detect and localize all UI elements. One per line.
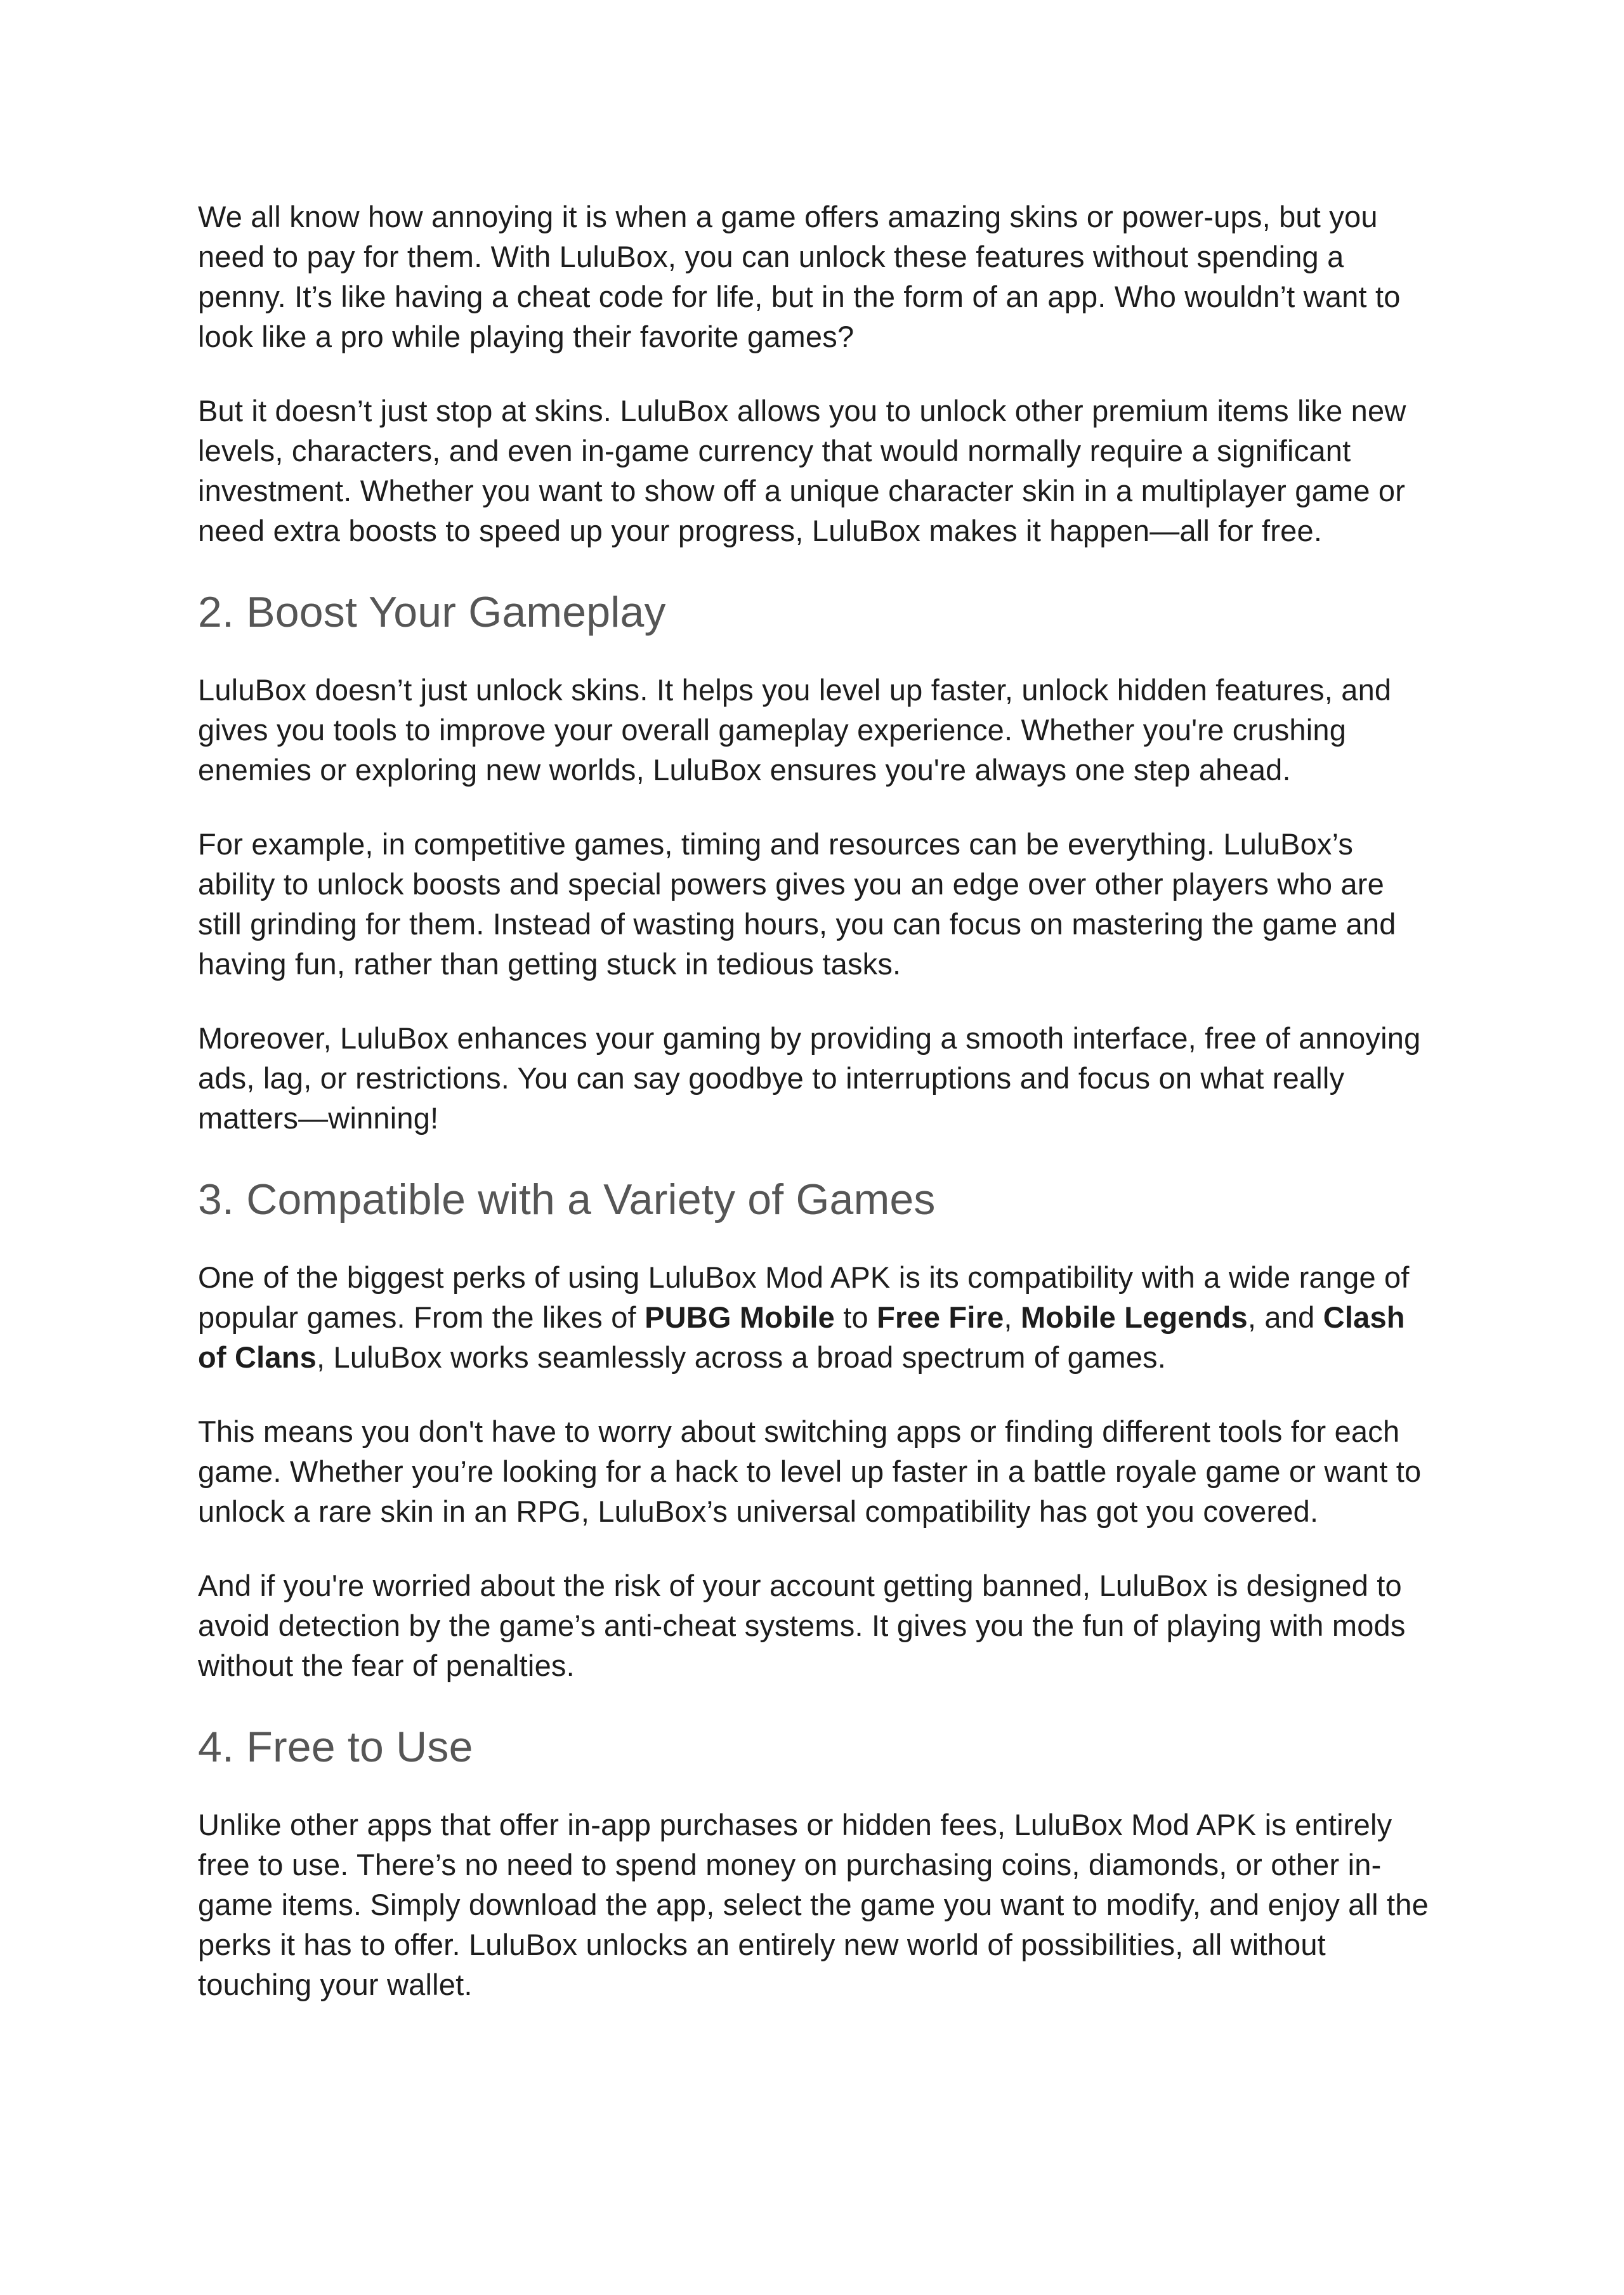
paragraph [198,1018,1429,1138]
paragraph [198,670,1429,790]
bold-text: Free Fire [877,1300,1004,1334]
text-run: We all know how annoying it is when a game offers amazing skins or power-ups, but you need to pay for them. With LuluBox, you can unlock these features without spending a penny. It’s like having a cheat code for life, but in the form of an app. Who wouldn’t want to look like a pro while playing their favorite games? [198,200,1401,353]
paragraph [198,1805,1429,2004]
section-heading: 2. Boost Your Gameplay [198,588,666,636]
paragraph [198,1411,1429,1531]
text-run: LuluBox doesn’t just unlock skins. It helps you level up faster, unlock hidden features, and gives you tools to improve your overall gameplay experience. Whether you're crushing enemies or exploring new worlds, LuluBox ensures you're always one step ahead. [198,673,1392,787]
paragraph [198,1257,1429,1377]
text-run: But it doesn’t just stop at skins. LuluBox allows you to unlock other premium items like new levels, characters, and even in-game currency that would normally require a significant investment. Whether you want to show off a unique character skin in a multiplayer game or need extra boosts to speed up your progress, LuluBox makes it happen—all for free. [198,394,1406,547]
text-run: to [834,1300,877,1334]
text-run: For example, in competitive games, timing and resources can be everything. LuluBox’s ability to unlock boosts and special powers gives you an edge over other players who are still grinding for them. Instead of wasting hours, you can focus on mastering the game and having fun, rather than getting stuck in tedious tasks. [198,827,1396,981]
bold-text: Clash of Clans [198,1300,1405,1374]
paragraph [198,197,1429,356]
paragraph [198,824,1429,984]
text-run: , LuluBox works seamlessly across a broad spectrum of games. [317,1340,1167,1374]
text-run: Moreover, LuluBox enhances your gaming by providing a smooth interface, free of annoying ads, lag, or restrictions. You can say goodbye to interruptions and focus on what really matters—winning! [198,1021,1421,1135]
text-run: , [1004,1300,1021,1334]
bold-text: Mobile Legends [1020,1300,1248,1334]
text-run: One of the biggest perks of using LuluBox Mod APK is its compatibility with a wide range of popular games. From the likes of [198,1260,1410,1334]
text-run: This means you don't have to worry about switching apps or finding different tools for each game. Whether you’re looking for a hack to level up faster in a battle royale game or want to unlock a rare skin in an RPG, LuluBox’s universal compatibility has got you covered. [198,1415,1422,1528]
section-heading: 4. Free to Use [198,1723,473,1771]
text-run: , and [1247,1300,1323,1334]
document-body [198,197,1429,2004]
section-heading: 3. Compatible with a Variety of Games [198,1175,936,1224]
text-run: And if you're worried about the risk of your account getting banned, LuluBox is designed to avoid detection by the game’s anti-cheat systems. It gives you the fun of playing with mods without the fear of penalties. [198,1569,1406,1682]
text-run: Unlike other apps that offer in-app purchases or hidden fees, LuluBox Mod APK is entirely free to use. There’s no need to spend money on purchasing coins, diamonds, or other in-game items. Simply download the app, select the game you want to modify, and enjoy all the perks it has to offer. LuluBox unlocks an entirely new world of possibilities, all without touching your wallet. [198,1808,1429,2001]
paragraph [198,1566,1429,1685]
paragraph [198,391,1429,551]
bold-text: PUBG Mobile [645,1300,835,1334]
